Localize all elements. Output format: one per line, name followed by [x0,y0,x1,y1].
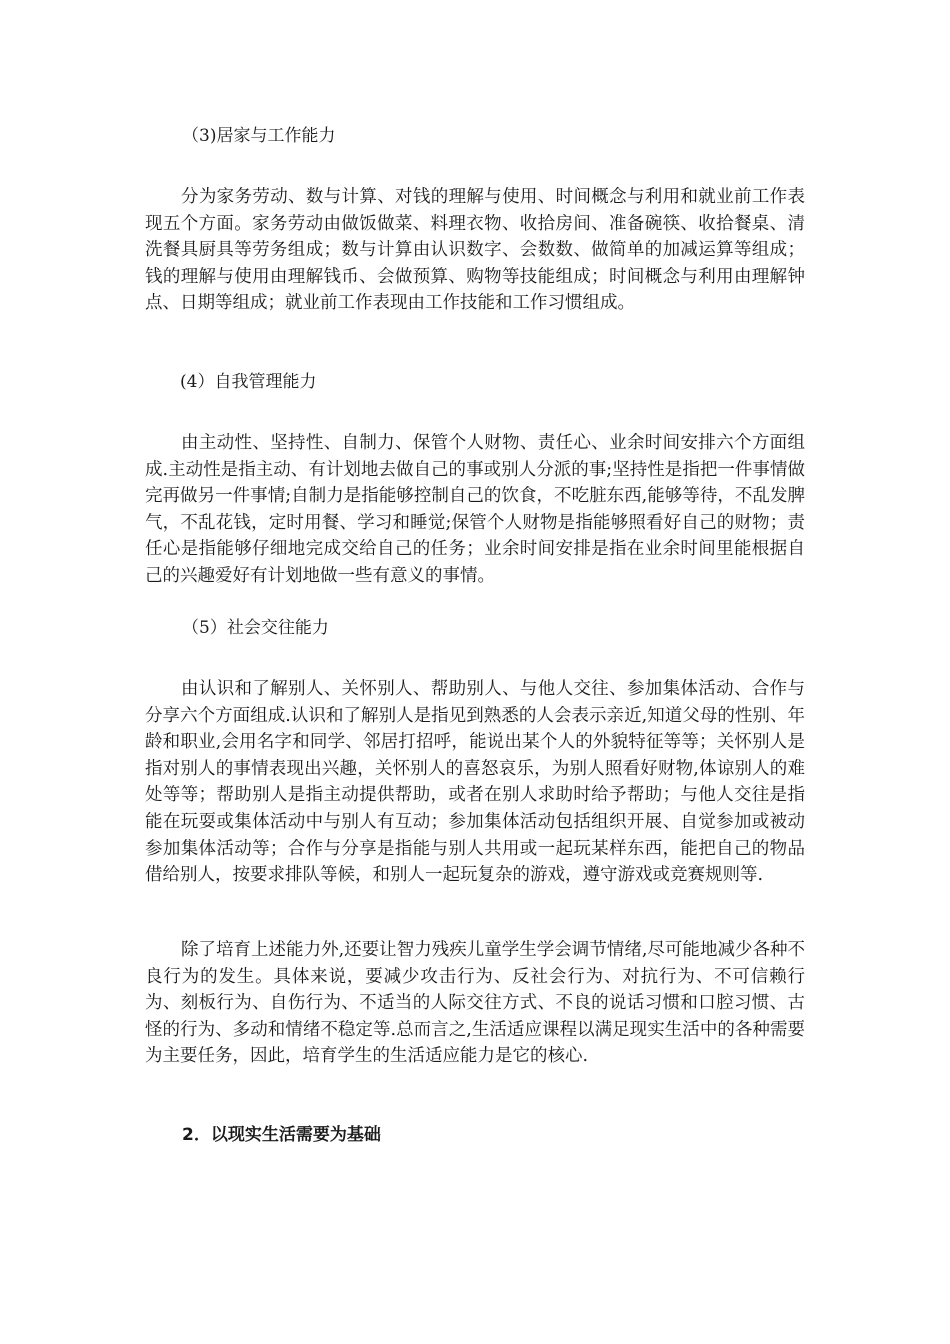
part-heading-2: 2．以现实生活需要为基础 [182,1125,381,1145]
section-heading-5: （5）社会交往能力 [182,618,329,638]
paragraph-home-work-ability: 分为家务劳动、数与计算、对钱的理解与使用、时间概念与利用和就业前工作表现五个方面。家务劳动由做饭做菜、料理衣物、收拾房间、准备碗筷、收拾餐桌、清洗餐具厨具等劳务组成；数与计算由认识数字、会数数、做简单的加减运算等组成；钱的理解与使用由理解钱币、会做预算、购物等技能组成；时间概念与利用由理解钟点、日期等组成；就业前工作表现由工作技能和工作习惯组成。 [145,187,805,314]
section-heading-4: (4）自我管理能力 [180,372,317,392]
section-heading-3: （3)居家与工作能力 [182,126,336,146]
paragraph-social-interaction: 由认识和了解别人、关怀别人、帮助别人、与他人交往、参加集体活动、合作与分享六个方面组成.认识和了解别人是指见到熟悉的人会表示亲近,知道父母的性别、年龄和职业,会用名字和同学、邻居打招呼，能说出某个人的外貌特征等等；关怀别人是指对别人的事情表现出兴趣，关怀别人的喜怒哀乐，为别人照看好财物,体谅别人的难处等等；帮助别人是指主动提供帮助，或者在别人求助时给予帮助；与他人交往是指能在玩耍或集体活动中与别人有互动；参加集体活动包括组织开展、自觉参加或被动参加集体活动等；合作与分享是指能与别人共用或一起玩某样东西，能把自己的物品借给别人，按要求排队等候，和别人一起玩复杂的游戏，遵守游戏或竞赛规则等. [145,679,805,886]
paragraph-self-management: 由主动性、坚持性、自制力、保管个人财物、责任心、业余时间安排六个方面组成.主动性是指主动、有计划地去做自己的事或别人分派的事;坚持性是指把一件事情做完再做另一件事情;自制力是指能够控制自己的饮食，不吃脏东西,能够等待，不乱发脾气，不乱花钱，定时用餐、学习和睡觉;保管个人财物是指能够照看好自己的财物；责任心是指能够仔细地完成交给自己的任务；业余时间安排是指在业余时间里能根据自己的兴趣爱好有计划地做一些有意义的事情。 [145,433,805,586]
paragraph-emotion-regulation: 除了培育上述能力外,还要让智力残疾儿童学生学会调节情绪,尽可能地减少各种不良行为的发生。具体来说，要减少攻击行为、反社会行为、对抗行为、不可信赖行为、刻板行为、自伤行为、不适当的人际交往方式、不良的说话习惯和口腔习惯、古怪的行为、多动和情绪不稳定等.总而言之,生活适应课程以满足现实生活中的各种需要为主要任务，因此，培育学生的生活适应能力是它的核心. [145,940,805,1067]
